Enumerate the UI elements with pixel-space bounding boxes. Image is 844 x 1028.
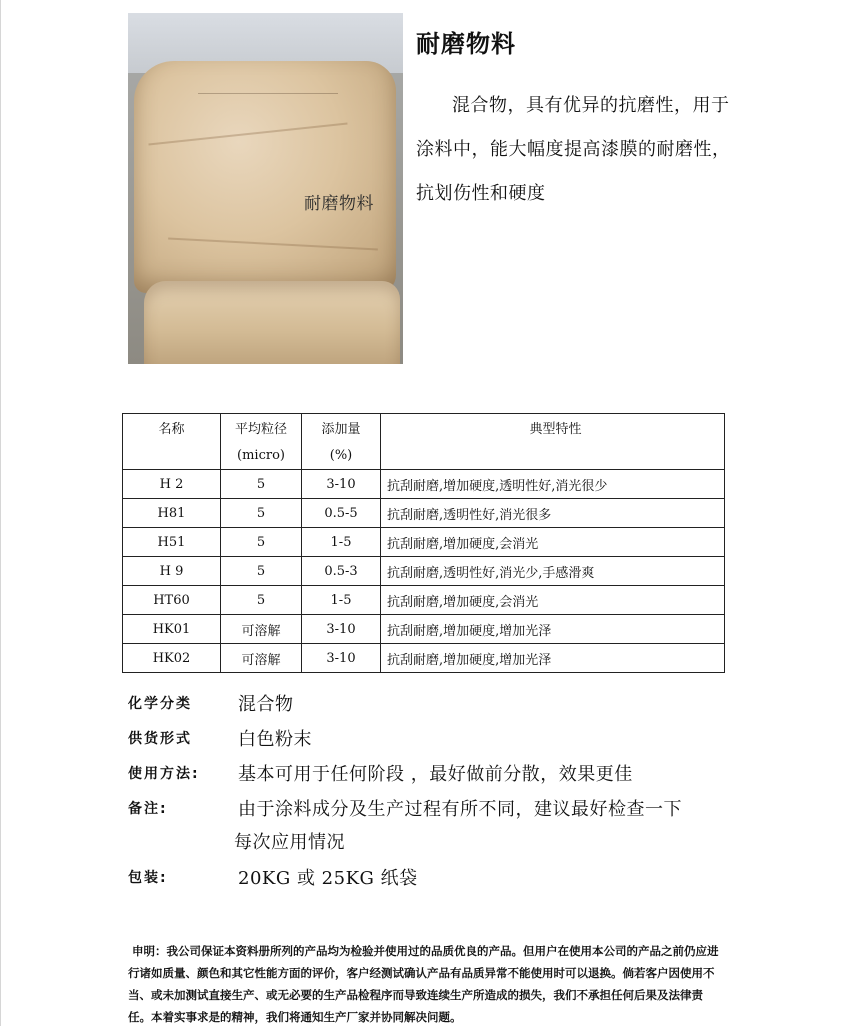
usage-value: 基本可用于任何阶段 ，最好做前分散，效果更佳: [238, 764, 633, 785]
table-row: [123, 615, 725, 644]
cell-size: 可溶解: [221, 615, 302, 644]
table-row: [123, 470, 725, 499]
spec-table: [122, 413, 725, 673]
supply-form-value: 白色粉末: [238, 729, 312, 750]
cell-features: 抗刮耐磨,增加硬度,增加光泽: [381, 615, 725, 644]
header-size-line1: 平均粒径: [234, 422, 287, 437]
bag-label-text: 耐磨物料: [304, 194, 374, 214]
table-row: [123, 499, 725, 528]
header-dosage: [302, 414, 381, 470]
disclaimer-notice: 申明：我公司保证本资料册所列的产品均为检验并使用过的品质优良的产品。但用户在使用本公司的产品之前仍应进行诸如质量、颜色和其它性能方面的评价，客户经测试确认产品有品质异常不能使用时可以退换。倘若客户因使用不当、或未加测试直接生产、或无必要的生产品检程序而导致连续生产所造成的损失，我们不承担任何后果及法律责任。本着实事求是的精神，我们将通知生产厂家并协同解决问题。: [128, 944, 719, 1024]
cell-dosage: 3-10: [302, 470, 381, 499]
cell-features: 抗刮耐磨,透明性好,消光少,手感滑爽: [381, 557, 725, 586]
chemical-class-value: 混合物: [238, 694, 294, 715]
cell-dosage: 3-10: [302, 615, 381, 644]
header-dosage-line1: 添加量: [321, 422, 361, 437]
cell-name: H 2: [123, 470, 221, 499]
packaging-label: 包装:: [128, 870, 168, 886]
table-row: [123, 644, 725, 673]
header-name: 名称: [123, 414, 221, 470]
remark-label: 备注:: [128, 801, 168, 817]
cell-features: 抗刮耐磨,增加硬度,会消光: [381, 528, 725, 557]
cell-features: 抗刮耐磨,增加硬度,会消光: [381, 586, 725, 615]
cell-dosage: 3-10: [302, 644, 381, 673]
remark-line2: 每次应用情况: [234, 832, 345, 853]
cell-size: 5: [221, 499, 302, 528]
usage-label: 使用方法:: [128, 766, 200, 782]
bag-print-line: [198, 93, 338, 94]
chemical-class-label: 化学分类: [128, 696, 192, 712]
paper-bag-top: [134, 61, 396, 293]
cell-name: HK02: [123, 644, 221, 673]
cell-size: 5: [221, 557, 302, 586]
table-row: [123, 557, 725, 586]
cell-name: H51: [123, 528, 221, 557]
cell-name: H81: [123, 499, 221, 528]
cell-name: HT60: [123, 586, 221, 615]
cell-dosage: 1-5: [302, 528, 381, 557]
header-dosage-line2: (%): [329, 448, 353, 463]
header-features: 典型特性: [381, 414, 725, 470]
product-intro: 混合物，具有优异的抗磨性，用于涂料中，能大幅度提高漆膜的耐磨性，抗划伤性和硬度: [416, 95, 731, 204]
cell-features: 抗刮耐磨,透明性好,消光很多: [381, 499, 725, 528]
table-header-row: [123, 414, 725, 470]
product-photo: [128, 13, 403, 364]
cell-dosage: 0.5-3: [302, 557, 381, 586]
cell-size: 5: [221, 528, 302, 557]
header-size-line2: (micro): [237, 448, 285, 463]
product-title: 耐磨物料: [416, 30, 516, 58]
cell-name: HK01: [123, 615, 221, 644]
cell-name: H 9: [123, 557, 221, 586]
cell-size: 5: [221, 586, 302, 615]
cell-dosage: 0.5-5: [302, 499, 381, 528]
table-row: [123, 528, 725, 557]
cell-features: 抗刮耐磨,增加硬度,透明性好,消光很少: [381, 470, 725, 499]
supply-form-label: 供货形式: [128, 731, 192, 747]
cell-size: 可溶解: [221, 644, 302, 673]
table-row: [123, 586, 725, 615]
header-size: [221, 414, 302, 470]
page-edge: [0, 0, 1, 1026]
paper-bag-bottom: [144, 281, 400, 364]
packaging-value: 20KG 或 25KG 纸袋: [238, 868, 418, 889]
cell-dosage: 1-5: [302, 586, 381, 615]
cell-size: 5: [221, 470, 302, 499]
cell-features: 抗刮耐磨,增加硬度,增加光泽: [381, 644, 725, 673]
remark-line1: 由于涂料成分及生产过程有所不同，建议最好检查一下: [238, 799, 682, 820]
